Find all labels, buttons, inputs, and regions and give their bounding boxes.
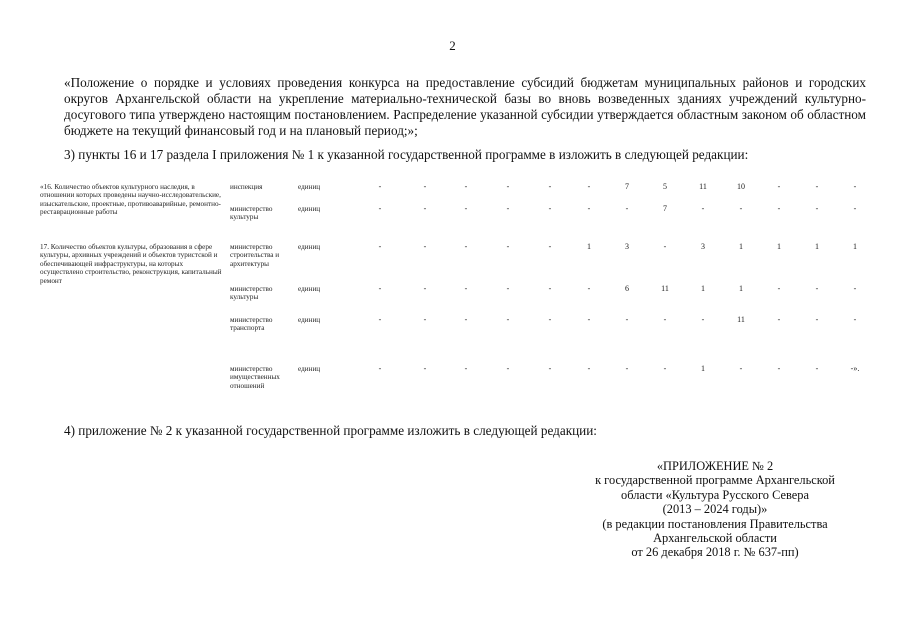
table-cell-value: - — [815, 182, 819, 191]
table-cell-value: - — [506, 364, 510, 373]
table-cell-value: - — [587, 284, 591, 293]
table-cell-value: - — [625, 315, 629, 324]
table-cell-value: - — [506, 315, 510, 324]
table-cell-executor: министерство культуры — [230, 285, 273, 302]
table-cell-unit: единиц — [298, 285, 321, 293]
table-cell-unit: единиц — [298, 205, 321, 213]
table-cell-executor: министерство культуры — [230, 205, 273, 222]
table-cell-unit: единиц — [298, 316, 321, 324]
table-cell-value: - — [464, 315, 468, 324]
table-cell-value: - — [815, 364, 819, 373]
table-cell-value: - — [464, 364, 468, 373]
table-cell-value: 1 — [739, 284, 743, 293]
table-cell-value: - — [548, 315, 552, 324]
table-cell-value: - — [378, 242, 382, 251]
table-cell-value: - — [506, 242, 510, 251]
table-cell-value: - — [777, 315, 781, 324]
table-cell-value: -». — [850, 364, 860, 373]
table-cell-indicator: «16. Количество объектов культурного наследия, в отношении которых проведены научно-исследовательские, изыскательские, проектные, противоаварийные, ремонтно-реставрационные работы — [40, 183, 221, 217]
table-cell-value: 7 — [625, 182, 629, 191]
table-cell-value: - — [378, 364, 382, 373]
table-cell-value: - — [506, 284, 510, 293]
appendix-line: (в редакции постановления Правительства — [602, 516, 828, 531]
table-cell-value: 3 — [625, 242, 629, 251]
table-cell-value: - — [739, 204, 743, 213]
list-item-3: 3) пункты 16 и 17 раздела I приложения № 1 к указанной государственной программе в изложить в следующей редакции: — [64, 147, 749, 162]
table-cell-value: - — [815, 315, 819, 324]
table-cell-value: - — [853, 182, 857, 191]
table-cell-value: 1 — [739, 242, 743, 251]
table-cell-value: - — [815, 284, 819, 293]
table-cell-value: - — [378, 315, 382, 324]
appendix-line: «ПРИЛОЖЕНИЕ № 2 — [656, 459, 774, 473]
table-cell-value: - — [625, 204, 629, 213]
table-cell-value: 1 — [587, 242, 591, 251]
appendix-header — [565, 459, 865, 560]
table-cell-indicator: 17. Количество объектов культуры, образования в сфере культуры, архивных учреждений и объектов туристской и обеспечивающей инфраструктуры, на которых осуществлено строительство, реконструкция, капитальный ремонт — [40, 243, 222, 285]
table-cell-value: - — [853, 315, 857, 324]
table-cell-value: 6 — [625, 284, 629, 293]
table-cell-value: 1 — [777, 242, 781, 251]
table-cell-executor: министерство транспорта — [230, 316, 273, 333]
table-cell-value: - — [548, 284, 552, 293]
table-cell-executor: инспекция — [230, 183, 263, 191]
table-cell-value: - — [739, 364, 743, 373]
table-cell-value: - — [663, 364, 667, 373]
page-number: 2 — [449, 38, 456, 53]
table-cell-value: 1 — [853, 242, 857, 251]
table-cell-value: - — [378, 284, 382, 293]
table-cell-executor: министерство имущественных отношений — [230, 365, 280, 390]
table-cell-value: - — [423, 182, 427, 191]
table-cell-value: 7 — [663, 204, 667, 213]
table-cell-value: - — [548, 364, 552, 373]
table-cell-value: 1 — [815, 242, 819, 251]
appendix-line: области «Культура Русского Севера — [621, 487, 809, 502]
table-cell-value: - — [815, 204, 819, 213]
table-cell-value: 5 — [663, 182, 667, 191]
table-cell-value: - — [423, 364, 427, 373]
table-cell-value: - — [548, 204, 552, 213]
table-cell-value: - — [464, 204, 468, 213]
table-cell-value: - — [777, 364, 781, 373]
table-cell-value: - — [777, 204, 781, 213]
table-cell-value: - — [701, 315, 705, 324]
table-cell-value: - — [548, 242, 552, 251]
table-cell-value: - — [506, 204, 510, 213]
table-cell-value: - — [464, 284, 468, 293]
table-cell-value: 11 — [699, 182, 707, 191]
table-cell-value: - — [423, 204, 427, 213]
list-item-4: 4) приложение № 2 к указанной государственной программе изложить в следующей редакции: — [64, 423, 597, 438]
table-cell-unit: единиц — [298, 183, 321, 191]
table-cell-value: - — [423, 242, 427, 251]
table-cell-value: - — [587, 315, 591, 324]
table-cell-value: - — [506, 182, 510, 191]
table-cell-value: - — [663, 315, 667, 324]
table-cell-value: 11 — [661, 284, 669, 293]
table-cell-value: - — [701, 204, 705, 213]
table-cell-unit: единиц — [298, 243, 321, 251]
table-cell-value: - — [464, 182, 468, 191]
table-cell-value: 1 — [701, 284, 705, 293]
table-cell-value: - — [853, 284, 857, 293]
table-cell-value: 10 — [737, 182, 745, 191]
table-cell-value: 3 — [701, 242, 705, 251]
table-cell-value: - — [378, 204, 382, 213]
table-cell-value: - — [587, 204, 591, 213]
table-cell-value: 11 — [737, 315, 745, 324]
table-cell-executor: министерство строительства и архитектуры — [230, 243, 280, 268]
table-cell-unit: единиц — [298, 365, 321, 373]
table-cell-value: - — [777, 182, 781, 191]
table-cell-value: 1 — [701, 364, 705, 373]
table-cell-value: - — [663, 242, 667, 251]
table-cell-value: - — [548, 182, 552, 191]
table-cell-value: - — [423, 315, 427, 324]
appendix-line: от 26 декабря 2018 г. № 637-пп) — [631, 545, 799, 560]
table-cell-value: - — [587, 364, 591, 373]
table-cell-value: - — [587, 182, 591, 191]
table-cell-value: - — [777, 284, 781, 293]
appendix-line: к государственной программе Архангельской — [595, 473, 835, 488]
table-cell-value: - — [625, 364, 629, 373]
table-cell-value: - — [378, 182, 382, 191]
table-cell-value: - — [423, 284, 427, 293]
appendix-line: Архангельской области — [653, 531, 777, 546]
table-cell-value: - — [853, 204, 857, 213]
appendix-line: (2013 – 2024 годы)» — [662, 502, 768, 517]
table-cell-value: - — [464, 242, 468, 251]
paragraph-regulation: «Положение о порядке и условиях проведения конкурса на предоставление субсидий бюджетам муниципальных районов и городских округов Архангельской области на укрепление материально-технической базы во вновь возведенных зданиях учреждений культурно-досугового типа утверждено настоящим постановлением. Распределение указанной субсидии утверждается областным законом об областном бюджете на текущий финансовый год и на плановый период;»; — [64, 75, 866, 138]
